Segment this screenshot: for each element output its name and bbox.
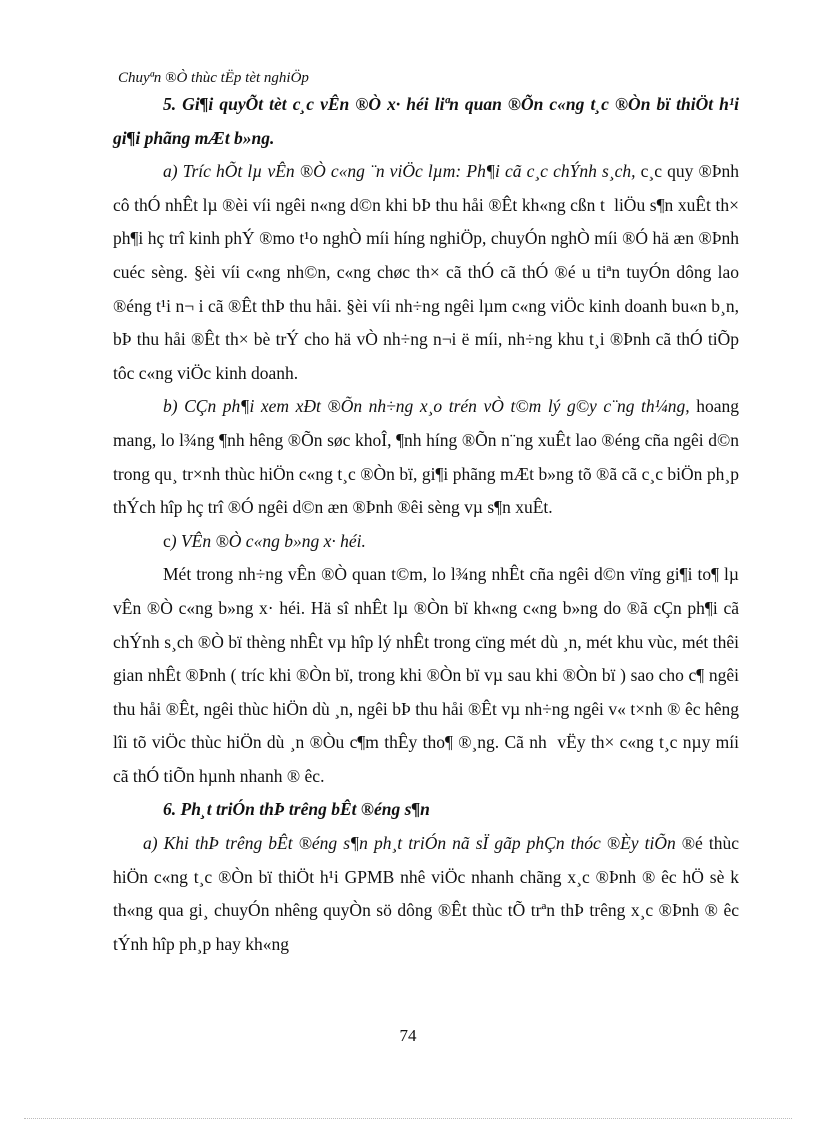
paragraph-6a-label: a) Khi thÞ trêng bÊt ®éng s¶n ph¸t triÓn nã sÏ gãp phÇn thóc ®Èy tiÕn <box>143 833 676 854</box>
paragraph-c-label: ) VÊn ®Ò c«ng b»ng x· héi. <box>170 530 366 551</box>
section-6-heading: 6. Ph¸t triÓn thÞ trêng bÊt ®éng s¶n <box>163 799 430 820</box>
paragraph-6a-text: ®é thùc hiÖn c«ng t¸c ®Òn bï thiÖt h¹i GPMB nhê viÖc nhanh chãng x¸c ®Þnh ® êc hÖ sè k th«ng qua gi¸ chuyÓn nhêng quyÒn sö dông ®Êt thùc tÕ trªn thÞ trêng x¸c ®Þnh ® êc tÝnh hîp ph¸p hay kh«ng <box>113 833 739 954</box>
paragraph-c-prefix: c <box>163 530 171 551</box>
page-number: 74 <box>399 1026 417 1045</box>
paragraph-a-label: a) Tríc hÕt lµ vÊn ®Ò c«ng ¨n viÖc lµm: Ph¶i cã c¸c chÝnh s¸ch, <box>163 161 636 182</box>
paragraph-c-text: Mét trong nh÷ng vÊn ®Ò quan t©m, lo l¾ng nhÊt cña ngêi d©n vïng gi¶i to¶ lµ vÊn ®Ò c«ng b»ng x· héi. Hä sî nhÊt lµ ®Òn bï kh«ng c«ng b»ng do ®ã cÇn ph¶i cã chÝnh s¸ch ®Ò bï thèng nhÊt vµ hîp lý nhÊt trong cïng mét dù ¸n, mét khu vùc, mét thêi gian nhÊt ®Þnh ( tríc khi ®Òn bï, trong khi ®Òn bï vµ sau khi ®Òn bï ) sao cho c¶ ngêi thu håi ®Êt, ngêi thùc hiÖn dù ¸n, ngêi bÞ thu håi ®Êt vµ nh÷ng ngêi v« t×nh ® êc hêng lîi tõ viÖc thùc hiÖn dù ¸n ®Òu c¶m thÊy tho¶ ®¸ng. Cã nh vËy th× c«ng t¸c nµy míi cã thÓ tiÕn hµnh nhanh ® êc. <box>113 564 739 786</box>
paragraph-c-heading <box>113 525 739 559</box>
paragraph-b-label: b) CÇn ph¶i xem xÐt ®Õn nh÷ng x¸o trén vÒ t©m lý g©y c¨ng th¼ng, <box>163 396 690 417</box>
document-body <box>113 88 739 961</box>
paragraph-b-text: hoang mang, lo l¾ng ¶nh hêng ®Õn søc khoÎ, ¶nh híng ®Õn n¨ng xuÊt lao ®éng cña ngêi d©n trong qu¸ tr×nh thùc hiÖn c«ng t¸c ®Òn bï, gi¶i phãng mÆt b»ng tõ ®ã cã c¸c biÖn ph¸p thÝch hîp hç trî ®Ó ngêi d©n æn ®Þnh ®êi sèng vµ s¶n xuÊt. <box>113 396 739 518</box>
section-5-heading: 5. Gi¶i quyÕt tèt c¸c vÊn ®Ò x· héi liªn quan ®Õn c«ng t¸c ®Òn bï thiÖt h¹i gi¶i phãng mÆt b»ng. <box>113 94 739 148</box>
bottom-divider <box>24 1118 792 1119</box>
paragraph-a-text: c¸c quy ®Þnh cô thÓ nhÊt lµ ®èi víi ngêi n«ng d©n khi bÞ thu håi ®Êt kh«ng cßn t liÖu s¶n xuÊt th× ph¶i hç trî kinh phÝ ®mo t¹o nghÒ míi híng nghiÖp, chuyÓn nghÒ míi ®Ó hä æn ®Þnh cuéc sèng. §èi víi c«ng nh©n, c«ng chøc th× cã thÓ cã thÓ ®é u tiªn tuyÓn dông lao ®éng t¹i n¬ i cã ®Êt thÞ thu håi. §èi víi nh÷ng ngêi lµm c«ng viÖc kinh doanh bu«n b¸n, bÞ thu håi ®Êt th× bè trÝ cho hä vÒ nh÷ng n¬i ë míi, nh÷ng khu t¸i ®Þnh cã thÓ tiÕp tôc c«ng viÖc kinh doanh. <box>113 161 739 383</box>
paragraph-a <box>113 155 739 390</box>
running-header: Chuyªn ®Ò thùc tËp tèt nghiÖp <box>118 70 309 86</box>
paragraph-b <box>113 390 739 524</box>
paragraph-6a <box>113 827 739 961</box>
